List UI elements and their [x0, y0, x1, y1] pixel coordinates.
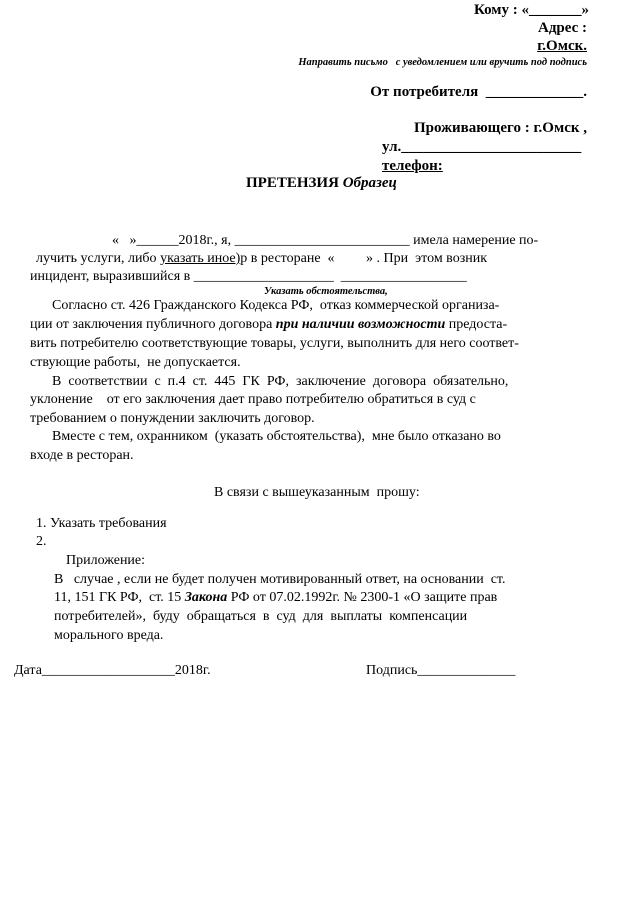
document-title: ПРЕТЕНЗИЯ Образец: [246, 175, 397, 191]
para1-line-3: вить потребителю соответствующие товары, услуги, выполнить для него соответ-: [30, 336, 519, 351]
sender-line: От потребителя _____________.: [370, 84, 587, 100]
delivery-note: Направить письмо с уведомлением или вручить под подпись: [298, 57, 587, 68]
address-city: г.Омск.: [537, 38, 587, 54]
attachment-line-1: В случае , если не будет получен мотивированный ответ, на основании ст.: [54, 572, 506, 587]
residence-line: Проживающего : г.Омск ,: [413, 120, 587, 136]
para3-line-2: входе в ресторан.: [30, 448, 134, 463]
para1-line-1: Согласно ст. 426 Гражданского Кодекса РФ, отказ коммерческой организа-: [52, 298, 500, 313]
intro-line-1: « »______2018г., я, _________________________ имела намерение по-: [112, 233, 539, 248]
recipient-line: Кому : «_______»: [473, 2, 589, 18]
street-line: ул.________________________: [382, 139, 582, 155]
request-item-1: 1. Указать требования: [36, 516, 167, 531]
request-item-2: 2.: [36, 534, 47, 549]
para1-line-4: ствующие работы, не допускается.: [30, 355, 241, 370]
intro-line-3: инцидент, выразившийся в ____________________ __________________: [30, 269, 467, 284]
para2-line-2: уклонение от его заключения дает право потребителю обратиться в суд с: [30, 392, 476, 407]
para1-line-2: ции от заключения публичного договора при наличии возможности предоста-: [30, 317, 508, 332]
phone-line: телефон:: [382, 158, 443, 174]
para2-line-1: В соответствии с п.4 ст. 445 ГК РФ, заключение договора обязательно,: [52, 374, 509, 389]
attachment-line-3: потребителей», буду обращаться в суд для выплаты компенсации: [54, 609, 468, 624]
address-label: Адрес :: [537, 20, 587, 36]
para2-line-3: требованием о понуждении заключить договор.: [30, 411, 315, 426]
signature-line: Подпись______________: [366, 663, 516, 678]
intro-line-2: лучить услуги, либо указать иное)р в ресторане « » . При этом возник: [36, 251, 488, 266]
date-line: Дата___________________2018г.: [14, 663, 211, 678]
attachment-label: Приложение:: [66, 553, 146, 568]
attachment-line-2: 11, 151 ГК РФ, ст. 15 Закона РФ от 07.02.1992г. № 2300-1 «О защите прав: [54, 590, 498, 605]
request-heading: В связи с вышеуказанным прошу:: [214, 485, 420, 500]
para3-line-1: Вместе с тем, охранником (указать обстоятельства), мне было отказано во: [52, 429, 501, 444]
attachment-line-4: морального вреда.: [54, 628, 164, 643]
circumstances-note: Указать обстоятельства,: [264, 286, 388, 297]
